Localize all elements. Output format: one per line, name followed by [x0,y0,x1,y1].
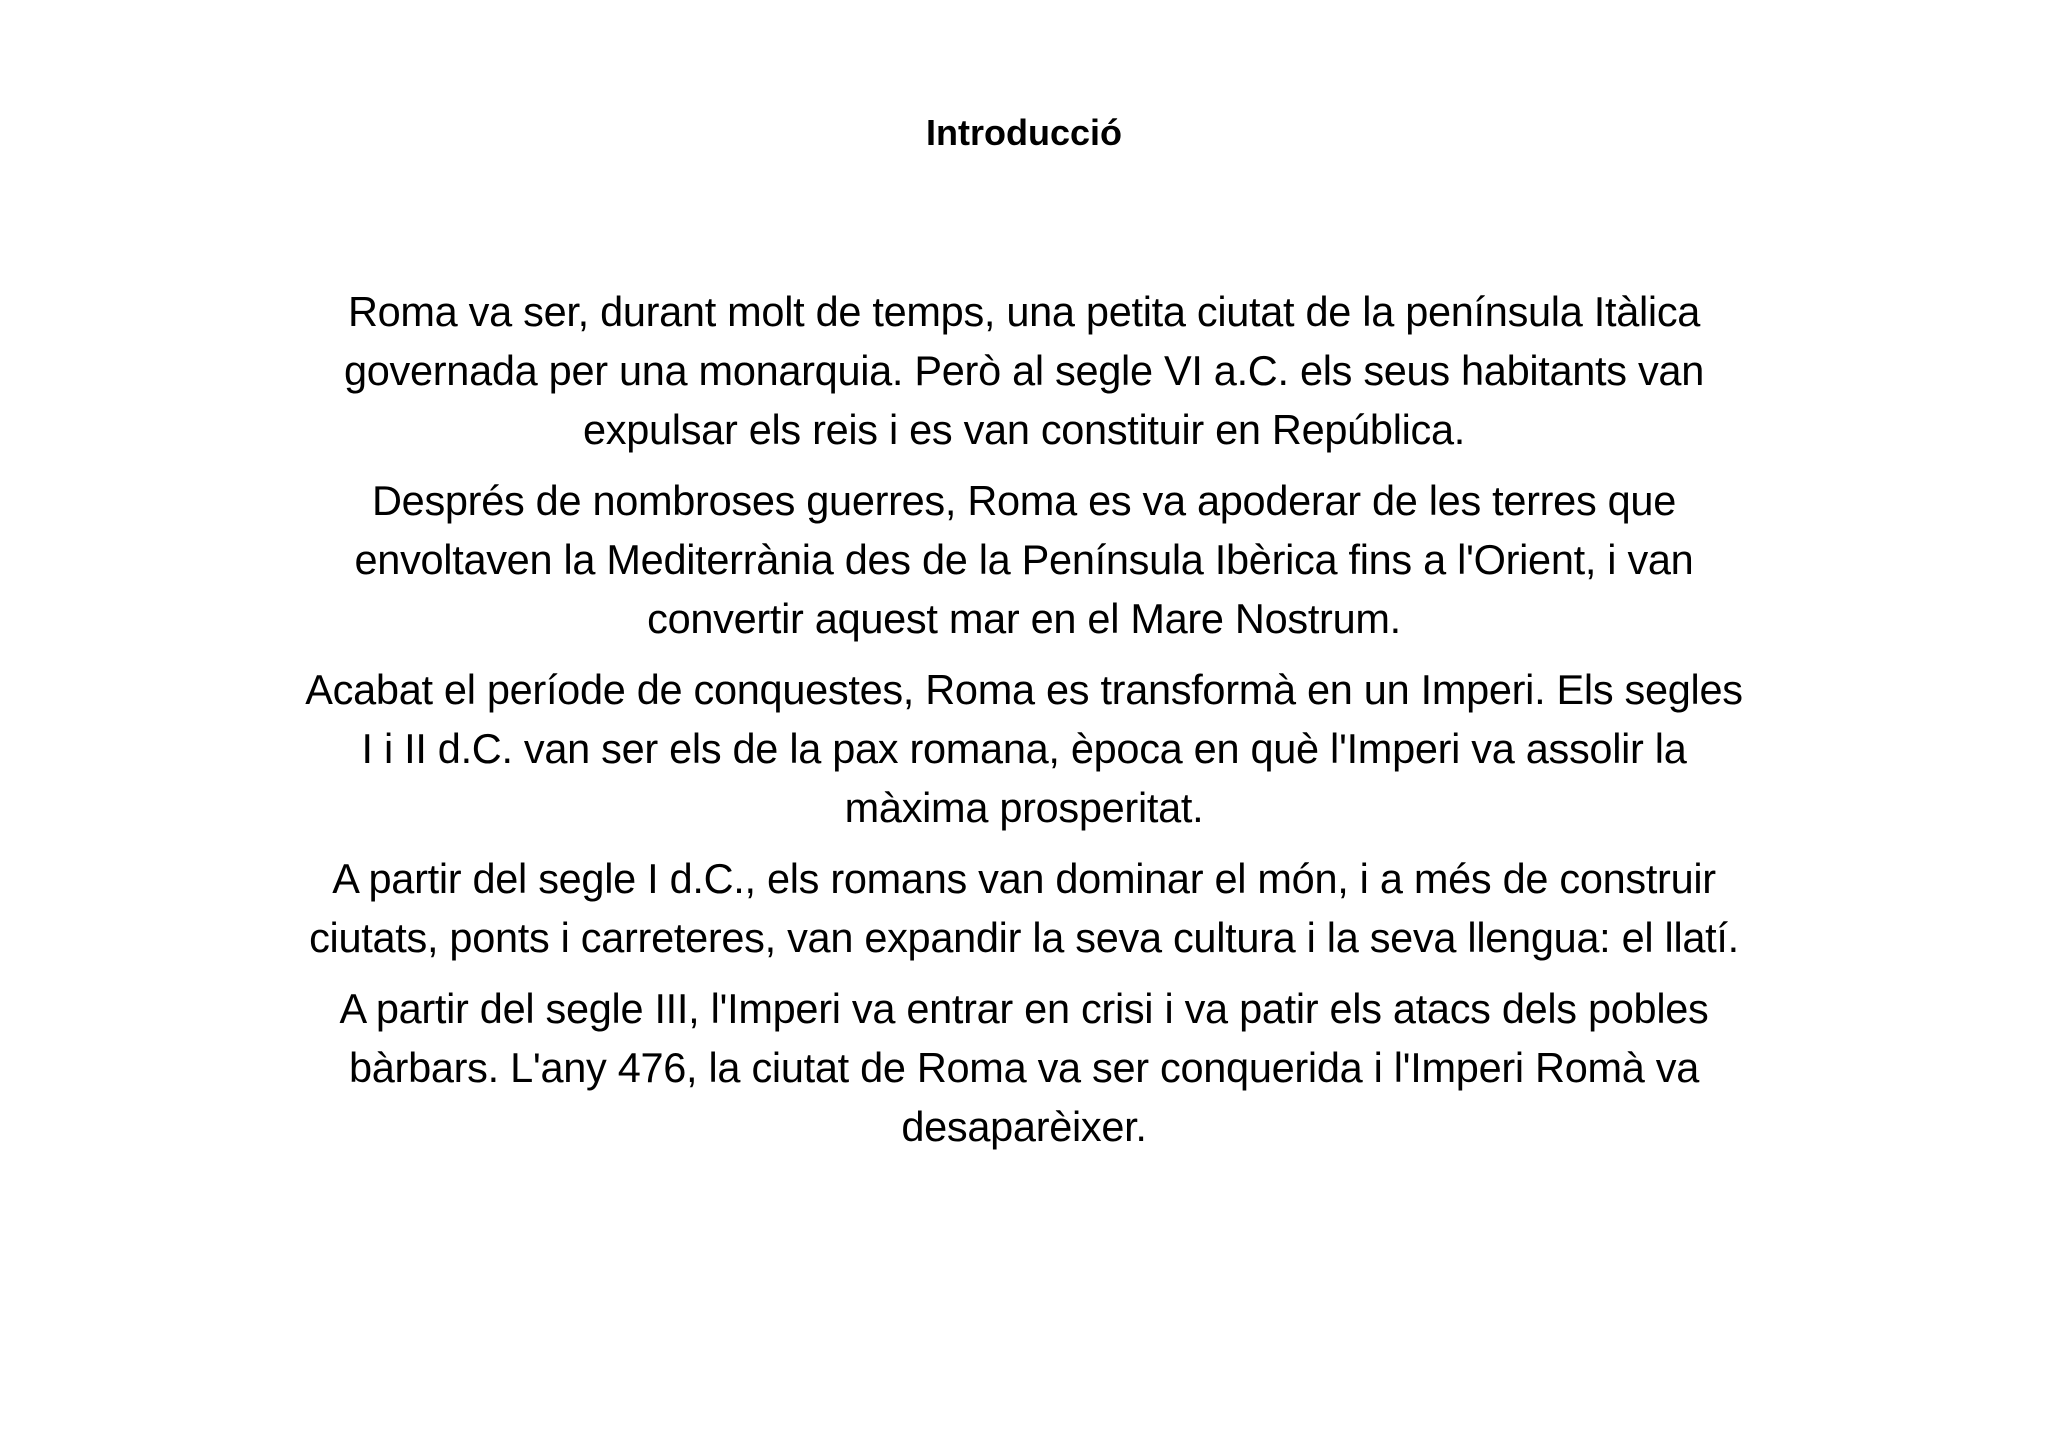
text-line: envoltaven la Mediterrània des de la Península Ibèrica fins a l'Orient, i van [354,536,1694,583]
text-line: A partir del segle I d.C., els romans van dominar el món, i a més de construir [332,855,1716,902]
text-line: convertir aquest mar en el Mare Nostrum. [647,595,1401,642]
text-line: màxima prosperitat. [844,784,1204,831]
paragraph-5 [250,979,1798,1156]
text-line: bàrbars. L'any 476, la ciutat de Roma va ser conquerida i l'Imperi Romà va [349,1044,1699,1091]
text-line: governada per una monarquia. Però al segle VI a.C. els seus habitants van [344,347,1704,394]
paragraph-2 [250,471,1798,648]
document-body [250,282,1798,1168]
text-line: ciutats, ponts i carreteres, van expandir la seva cultura i la seva llengua: el llatí. [309,914,1739,961]
text-line: expulsar els reis i es van constituir en República. [583,406,1465,453]
text-line: Acabat el període de conquestes, Roma es transformà en un Imperi. Els segles [305,666,1743,713]
paragraph-3 [250,660,1798,837]
text-line: A partir del segle III, l'Imperi va entrar en crisi i va patir els atacs dels pobles [339,985,1709,1032]
text-line: desaparèixer. [901,1103,1147,1150]
text-line: Roma va ser, durant molt de temps, una petita ciutat de la península Itàlica [347,288,1701,335]
page-title: Introducció [926,112,1122,153]
text-line: Després de nombroses guerres, Roma es va apoderar de les terres que [372,477,1676,524]
text-line: I i II d.C. van ser els de la pax romana, època en què l'Imperi va assolir la [361,725,1687,772]
paragraph-4 [250,849,1798,967]
paragraph-1 [250,282,1798,459]
